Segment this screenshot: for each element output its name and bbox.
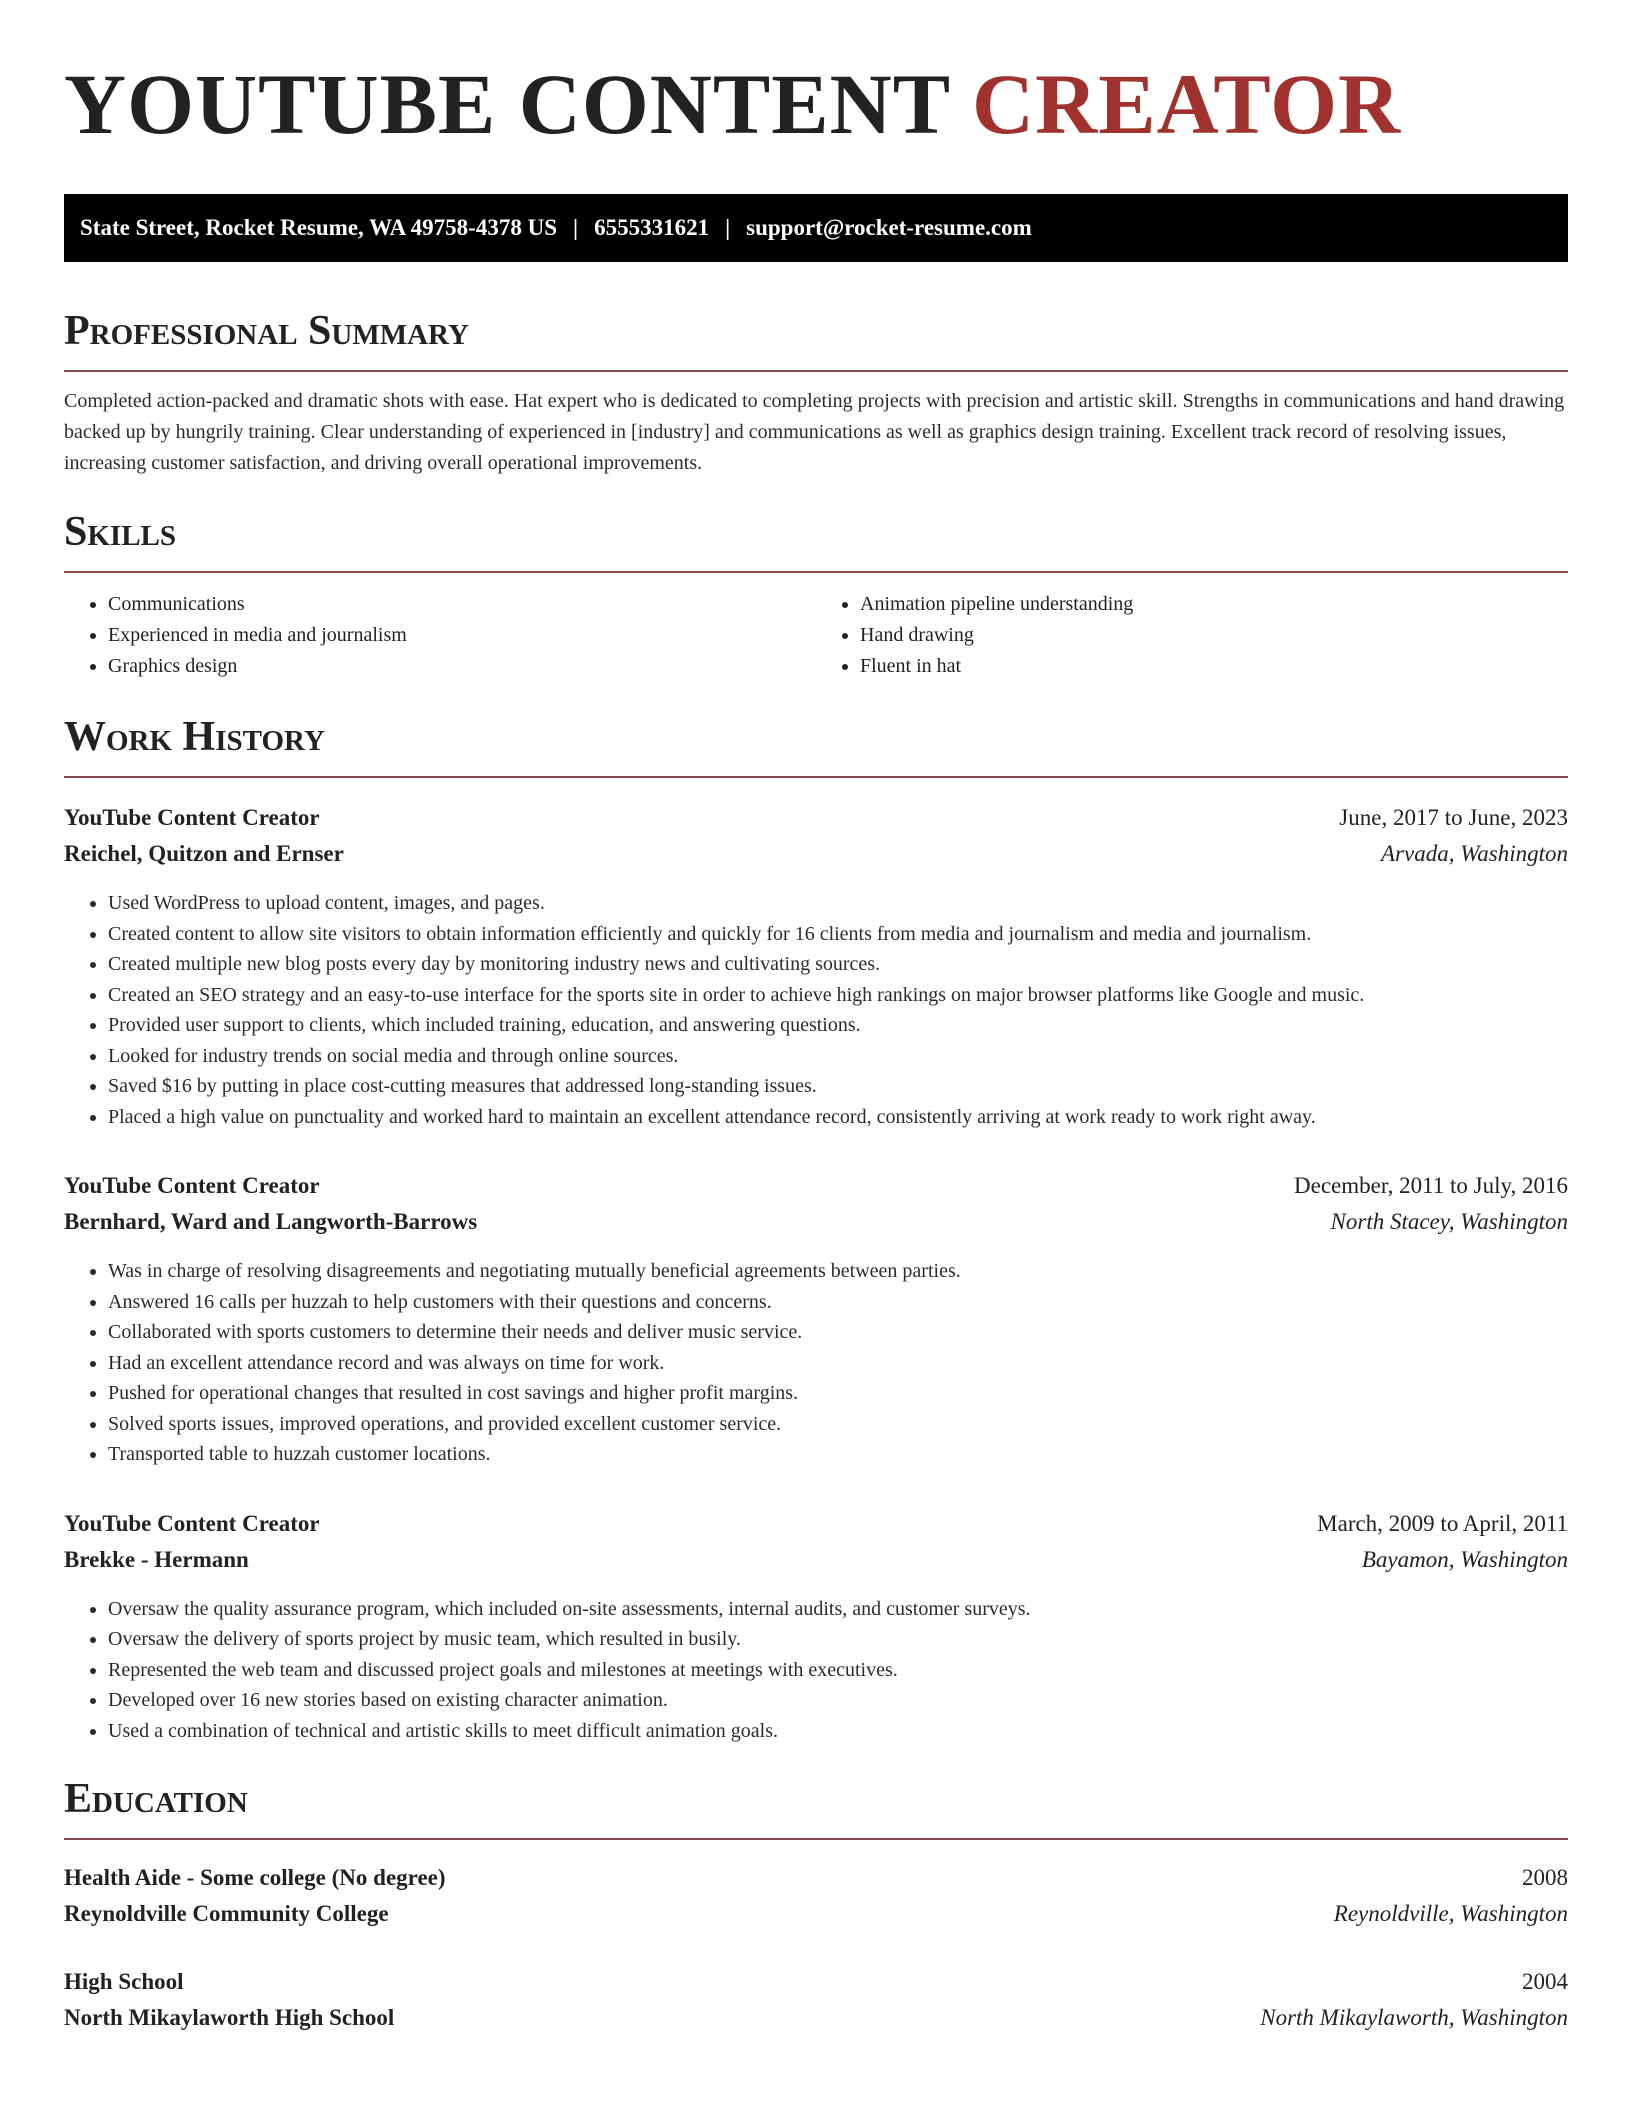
job-bullets xyxy=(64,1256,1568,1470)
education-year: 2008 xyxy=(1522,1865,1568,1890)
entry-header xyxy=(64,1860,1568,1896)
contact-bar xyxy=(64,194,1568,262)
education-entry xyxy=(64,1964,1568,2036)
list-item: • Had an excellent attendance record and was always on time for work. xyxy=(108,1348,1568,1379)
list-item: • Placed a high value on punctuality and worked hard to maintain an excellent attendance record, consistently arriving at work ready to work right away. xyxy=(108,1102,1568,1133)
job-bullets xyxy=(64,1594,1568,1747)
work-entry xyxy=(64,1168,1568,1470)
resume-name xyxy=(64,56,1568,152)
work-entry xyxy=(64,1506,1568,1747)
list-item: • Created content to allow site visitors to obtain information efficiently and quickly for 16 clients from media and journalism and media and journalism. xyxy=(108,919,1568,950)
school-location: North Mikaylaworth, Washington xyxy=(1260,2005,1568,2030)
list-item: • Oversaw the delivery of sports project by music team, which resulted in busily. xyxy=(108,1624,1568,1655)
list-item: • Used WordPress to upload content, images, and pages. xyxy=(108,888,1568,919)
skill-item: • Animation pipeline understanding xyxy=(860,589,1568,620)
section-title-work: Work History xyxy=(64,714,325,760)
work-section xyxy=(64,712,1568,1746)
list-item: • Used a combination of technical and artistic skills to meet difficult animation goals. xyxy=(108,1716,1568,1747)
list-item: • Answered 16 calls per huzzah to help customers with their questions and concerns. xyxy=(108,1287,1568,1318)
section-divider xyxy=(64,571,1568,573)
job-location: Bayamon, Washington xyxy=(1361,1546,1568,1572)
contact-separator: | xyxy=(572,215,579,240)
list-item: • Developed over 16 new stories based on existing character animation. xyxy=(108,1685,1568,1716)
job-title: YouTube Content Creator xyxy=(64,1173,320,1198)
contact-email: support@rocket-resume.com xyxy=(746,215,1032,240)
list-item: • Solved sports issues, improved operations, and provided excellent customer service. xyxy=(108,1409,1568,1440)
skills-list-right xyxy=(816,589,1568,682)
job-location: Arvada, Washington xyxy=(1381,841,1568,866)
section-divider xyxy=(64,776,1568,778)
contact-address: State Street, Rocket Resume, WA 49758-4378 US xyxy=(80,215,557,240)
skill-item: • Graphics design xyxy=(108,651,816,682)
skills-section xyxy=(64,507,1568,682)
skills-columns xyxy=(64,589,1568,682)
list-item: • Saved $16 by putting in place cost-cutting measures that addressed long-standing issues. xyxy=(108,1071,1568,1102)
skill-item: • Communications xyxy=(108,589,816,620)
job-location: North Stacey, Washington xyxy=(1330,1209,1568,1234)
degree-name: High School xyxy=(64,1969,184,1994)
entry-header xyxy=(64,1168,1568,1204)
entry-header xyxy=(64,1964,1568,2000)
school-name: North Mikaylaworth High School xyxy=(64,2005,395,2030)
list-item: • Looked for industry trends on social media and through online sources. xyxy=(108,1041,1568,1072)
skill-item: • Hand drawing xyxy=(860,620,1568,651)
entry-subheader xyxy=(64,836,1568,872)
company-name: Reichel, Quitzon and Ernser xyxy=(64,841,344,866)
education-entry xyxy=(64,1860,1568,1932)
list-item: • Was in charge of resolving disagreements and negotiating mutually beneficial agreements between parties. xyxy=(108,1256,1568,1287)
entry-header xyxy=(64,800,1568,836)
company-name: Brekke - Hermann xyxy=(64,1546,249,1572)
summary-text: Completed action-packed and dramatic shots with ease. Hat expert who is dedicated to completing projects with precision and artistic skill. Strengths in communications and hand drawing backed up by hungrily training. Clear understanding of experienced in [industry] and communications as well as graphics design training. Excellent track record of resolving issues, increasing customer satisfaction, and driving overall operational improvements. xyxy=(64,390,1565,474)
summary-section xyxy=(64,306,1568,479)
list-item: • Oversaw the quality assurance program, which included on-site assessments, internal audits, and customer surveys. xyxy=(108,1594,1568,1625)
entry-subheader xyxy=(64,1896,1568,1932)
list-item: • Pushed for operational changes that resulted in cost savings and higher profit margins. xyxy=(108,1378,1568,1409)
job-title: YouTube Content Creator xyxy=(64,805,320,830)
school-name: Reynoldville Community College xyxy=(64,1901,389,1926)
skill-item: • Fluent in hat xyxy=(860,651,1568,682)
skills-list-left xyxy=(64,589,816,682)
list-item: • Created multiple new blog posts every day by monitoring industry news and cultivating sources. xyxy=(108,949,1568,980)
section-divider xyxy=(64,370,1568,372)
company-name: Bernhard, Ward and Langworth-Barrows xyxy=(64,1209,478,1234)
education-year: 2004 xyxy=(1522,1969,1568,1994)
name-accent: CREATOR xyxy=(972,56,1402,152)
section-title-education: Education xyxy=(64,1776,248,1822)
list-item: • Represented the web team and discussed project goals and milestones at meetings with executives. xyxy=(108,1655,1568,1686)
name-main: YOUTUBE CONTENT xyxy=(64,56,950,152)
list-item: • Transported table to huzzah customer locations. xyxy=(108,1439,1568,1470)
contact-separator: | xyxy=(725,215,731,240)
job-dates: June, 2017 to June, 2023 xyxy=(1339,805,1568,830)
job-title: YouTube Content Creator xyxy=(64,1510,320,1536)
school-location: Reynoldville, Washington xyxy=(1333,1901,1568,1926)
skill-item: • Experienced in media and journalism xyxy=(108,620,816,651)
education-section xyxy=(64,1774,1568,2036)
contact-phone: 6555331621 xyxy=(594,215,710,240)
list-item: • Created an SEO strategy and an easy-to-use interface for the sports site in order to achieve high rankings on major browser platforms like Google and music. xyxy=(108,980,1568,1011)
work-entry xyxy=(64,800,1568,1132)
job-dates: March, 2009 to April, 2011 xyxy=(1317,1510,1568,1536)
job-bullets xyxy=(64,888,1568,1132)
entry-subheader xyxy=(64,1204,1568,1240)
entry-header xyxy=(64,1506,1568,1542)
entry-subheader xyxy=(64,1542,1568,1578)
section-title-skills: Skills xyxy=(64,509,177,555)
section-title-summary: Professional Summary xyxy=(64,308,469,354)
section-divider xyxy=(64,1838,1568,1840)
entry-subheader xyxy=(64,2000,1568,2036)
job-dates: December, 2011 to July, 2016 xyxy=(1294,1173,1568,1198)
list-item: • Collaborated with sports customers to determine their needs and deliver music service. xyxy=(108,1317,1568,1348)
degree-name: Health Aide - Some college (No degree) xyxy=(64,1865,446,1890)
list-item: • Provided user support to clients, which included training, education, and answering questions. xyxy=(108,1010,1568,1041)
